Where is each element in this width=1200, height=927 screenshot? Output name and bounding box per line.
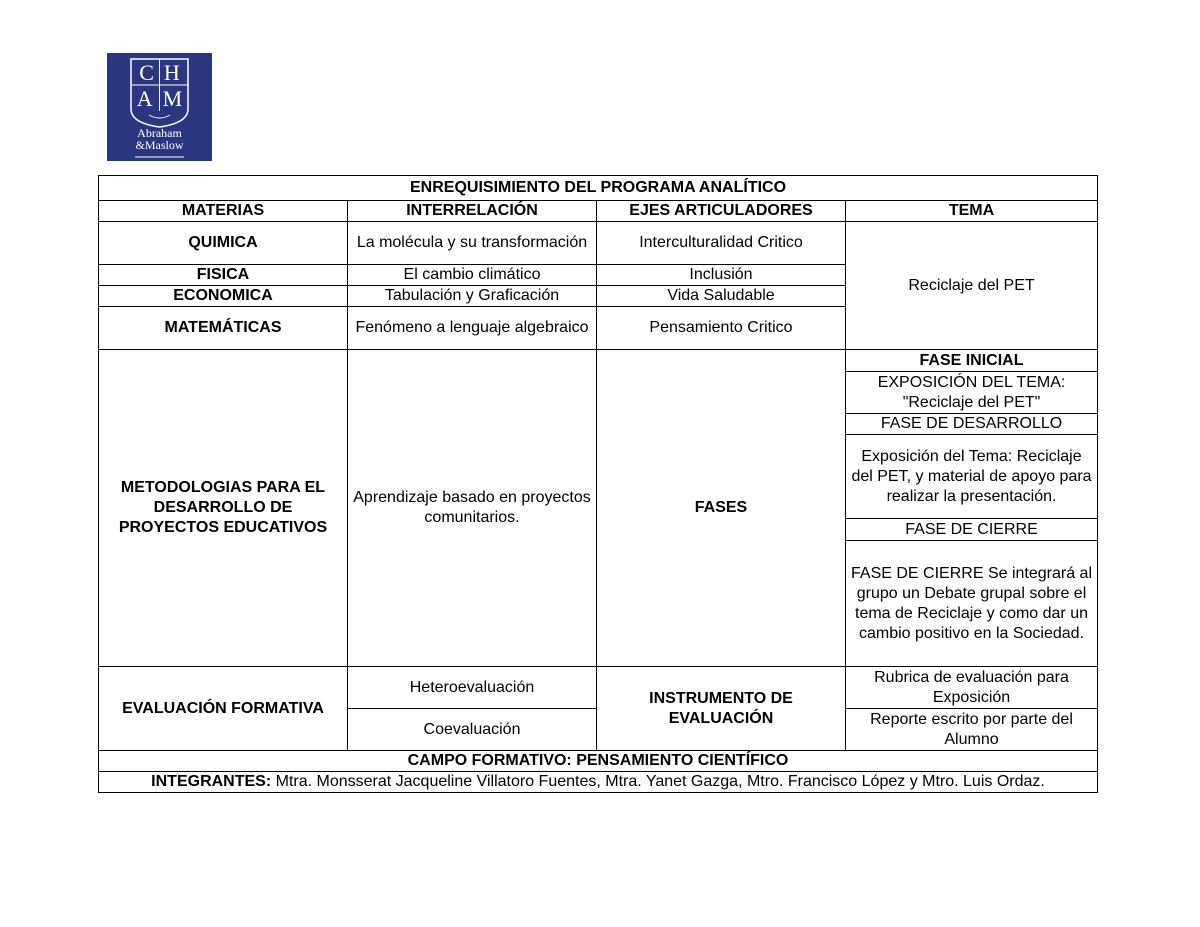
logo-name-line2: &Maslow bbox=[135, 138, 184, 152]
evaluacion-label: EVALUACIÓN FORMATIVA bbox=[99, 667, 348, 751]
materia-cell: ECONOMICA bbox=[99, 286, 348, 307]
logo-letters-bottom: AM bbox=[136, 86, 193, 111]
header-ejes: EJES ARTICULADORES bbox=[597, 201, 846, 222]
fase-desarrollo-text: Exposición del Tema: Reciclaje del PET, y material de apoyo para realizar la presentación. bbox=[846, 435, 1098, 519]
fase-cierre-heading: FASE DE CIERRE bbox=[846, 519, 1098, 541]
fases-label: FASES bbox=[597, 350, 846, 667]
integrantes-names: Mtra. Monsserat Jacqueline Villatoro Fuentes, Mtra. Yanet Gazga, Mtro. Francisco López y Mtro. Luis Ordaz. bbox=[271, 773, 1045, 790]
interrelacion-cell: El cambio climático bbox=[348, 265, 597, 286]
eje-cell: Vida Saludable bbox=[597, 286, 846, 307]
coevaluacion-cell: Coevaluación bbox=[348, 709, 597, 751]
instrumento-rubrica: Rubrica de evaluación para Exposición bbox=[846, 667, 1098, 709]
materia-cell: FISICA bbox=[99, 265, 348, 286]
metodologias-label: METODOLOGIAS PARA EL DESARROLLO DE PROYECTOS EDUCATIVOS bbox=[99, 350, 348, 667]
integrantes-label: INTEGRANTES: bbox=[151, 773, 272, 790]
logo-name-line1: Abraham bbox=[137, 126, 182, 140]
tema-cell: Reciclaje del PET bbox=[846, 222, 1098, 350]
program-table bbox=[98, 175, 1098, 793]
eje-cell: Interculturalidad Critico bbox=[597, 222, 846, 265]
fase-inicial-text: EXPOSICIÓN DEL TEMA: "Reciclaje del PET" bbox=[846, 372, 1098, 414]
fase-inicial-heading: FASE INICIAL bbox=[846, 350, 1098, 372]
header-materias: MATERIAS bbox=[99, 201, 348, 222]
table-title: ENREQUISIMIENTO DEL PROGRAMA ANALÍTICO bbox=[99, 176, 1098, 201]
materia-cell: MATEMÁTICAS bbox=[99, 307, 348, 350]
instrumento-label: INSTRUMENTO DE EVALUACIÓN bbox=[597, 667, 846, 751]
materia-cell: QUIMICA bbox=[99, 222, 348, 265]
interrelacion-cell: Tabulación y Graficación bbox=[348, 286, 597, 307]
header-interrelacion: INTERRELACIÓN bbox=[348, 201, 597, 222]
aprendizaje-cell: Aprendizaje basado en proyectos comunitarios. bbox=[348, 350, 597, 667]
heteroevaluacion-cell: Heteroevaluación bbox=[348, 667, 597, 709]
interrelacion-cell: La molécula y su transformación bbox=[348, 222, 597, 265]
interrelacion-cell: Fenómeno a lenguaje algebraico bbox=[348, 307, 597, 350]
school-logo bbox=[107, 53, 212, 161]
campo-formativo: CAMPO FORMATIVO: PENSAMIENTO CIENTÍFICO bbox=[99, 751, 1098, 772]
instrumento-reporte: Reporte escrito por parte del Alumno bbox=[846, 709, 1098, 751]
header-tema: TEMA bbox=[846, 201, 1098, 222]
logo-letters-top: CH bbox=[139, 60, 190, 85]
eje-cell: Pensamiento Critico bbox=[597, 307, 846, 350]
integrantes-row bbox=[99, 772, 1098, 793]
eje-cell: Inclusión bbox=[597, 265, 846, 286]
fase-cierre-text: FASE DE CIERRE Se integrará al grupo un Debate grupal sobre el tema de Reciclaje y como dar un cambio positivo en la Sociedad. bbox=[846, 541, 1098, 667]
fase-desarrollo-heading: FASE DE DESARROLLO bbox=[846, 414, 1098, 435]
